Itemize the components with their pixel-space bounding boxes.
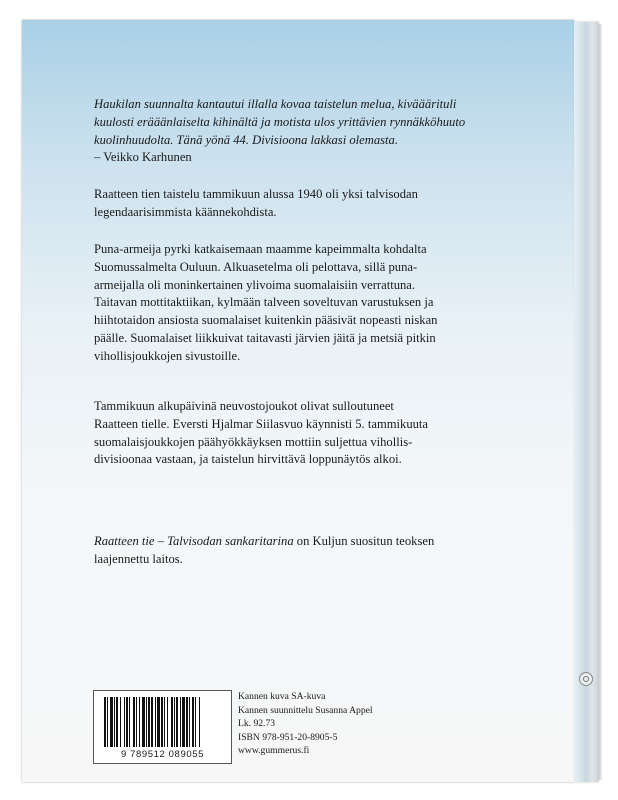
quote-block	[94, 96, 534, 167]
paragraph-line: Suomussalmelta Ouluun. Alkuasetelma oli pelottava, sillä puna-	[94, 259, 418, 274]
colophon-line: Kannen kuva SA-kuva	[238, 691, 326, 702]
paragraph-line: Tammikuun alkupäivinä neuvostojoukot olivat sulloutuneet	[94, 399, 394, 413]
paragraph-line: Raatteen tielle. Eversti Hjalmar Siilasvuo käynnisti 5. tammikuuta	[94, 416, 429, 431]
paragraph-line: hiihtotaidon ansiosta suomalaiset kuitenkin pääsivät nopeasti niskan	[94, 313, 438, 328]
quote-author: – Veikko Karhunen	[94, 150, 192, 165]
paragraph-line: Taitavan mottitaktiikan, kylmään talveen soveltuvan varustuksen ja	[94, 295, 434, 310]
book-spine	[574, 22, 598, 782]
paragraph-text: on Kuljun suositun teoksen	[293, 534, 435, 548]
paragraph-line: vihollisjoukkojen sivustoille.	[94, 348, 241, 363]
colophon-line: www.gummerus.fi	[238, 745, 310, 757]
paragraph-line	[94, 533, 534, 551]
barcode-number: 9 789512 089055	[121, 749, 204, 760]
colophon-line: Kannen suunnittelu Susanna Appel	[238, 704, 373, 716]
paragraph-intro	[94, 186, 534, 222]
paragraph-background	[94, 241, 534, 366]
paragraph-line: Raatteen tien taistelu tammikuun alussa 1940 oli yksi talvisodan	[94, 187, 418, 201]
quote-line: kuulosti erääänlaiselta kihinältä ja motista ulos yrittävien rynnäkköhuuto	[94, 114, 466, 129]
paragraph-line: legendaarisimmista käännekohdista.	[94, 204, 277, 219]
paragraph-edition	[94, 533, 534, 569]
book-title: Raatteen tie – Talvisodan sankaritarina	[94, 534, 294, 548]
quote-line: Haukilan suunnalta kantautui illalla kovaa taistelun melua, kivääärituli	[94, 97, 457, 111]
colophon	[238, 690, 373, 758]
colophon-line: Lk. 92.73	[238, 718, 276, 730]
paragraph-line: Puna-armeija pyrki katkaisemaan maamme kapeimmalta kohdalta	[94, 242, 427, 256]
paragraph-line: suomalaisjoukkojen päähyökkäyksen mottiin suljettua vihollis-	[94, 434, 413, 449]
quote-line: kuolinhuudolta. Tänä yönä 44. Divisioona lakkasi olemasta.	[94, 132, 398, 147]
barcode-bars	[104, 697, 221, 747]
paragraph-line: laajennettu laitos.	[94, 551, 183, 566]
paragraph-battle	[94, 398, 534, 469]
barcode	[93, 690, 232, 764]
publisher-logo-icon	[579, 672, 593, 686]
paragraph-line: päälle. Suomalaiset liikkuivat taitavasti järvien jäitä ja metsiä pitkin	[94, 330, 436, 345]
paragraph-line: armeijalla oli moninkertainen ylivoima suomalaisiin verrattuna.	[94, 277, 416, 292]
spine-edge	[598, 24, 602, 780]
paragraph-line: divisioonaa vastaan, ja taistelun hirvittävä loppunäytös alkoi.	[94, 452, 402, 467]
colophon-line: ISBN 978-951-20-8905-5	[238, 731, 338, 743]
